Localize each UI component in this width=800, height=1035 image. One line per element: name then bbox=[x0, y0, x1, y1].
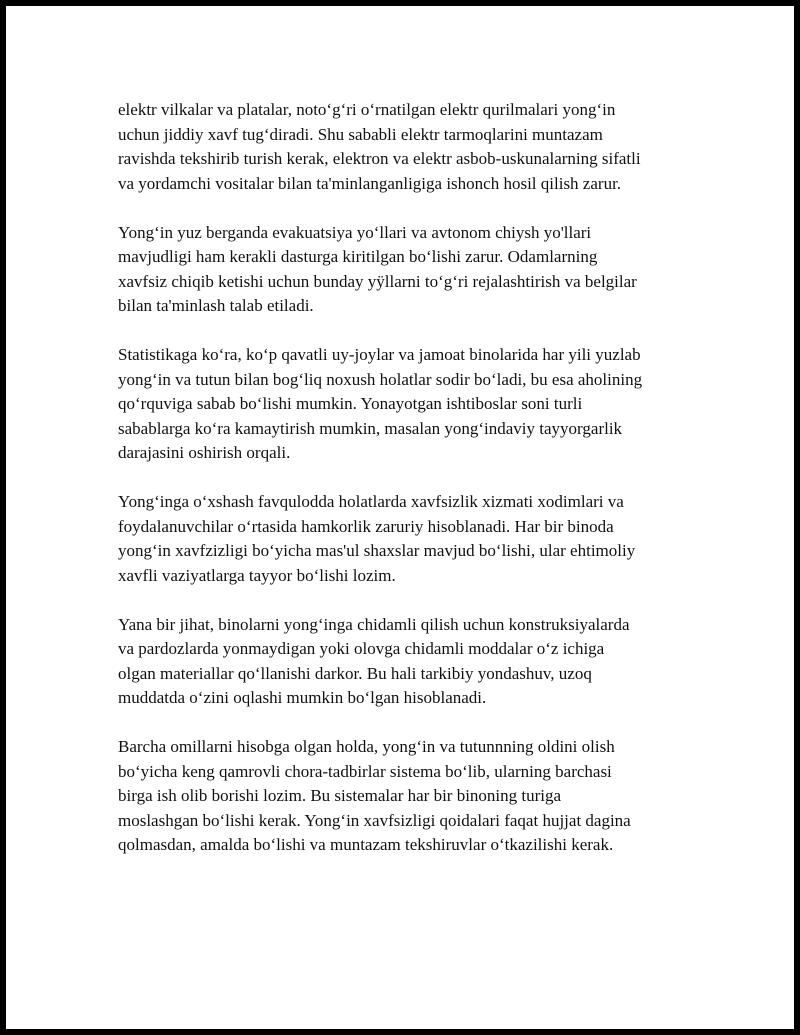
text-line: uchun jiddiy xavf tug‘diradi. Shu sababli elektr tarmoqlarini muntazam bbox=[118, 124, 603, 144]
text-line: yong‘in va tutun bilan bog‘liq noxush holatlar sodir bo‘ladi, bu esa aholining bbox=[118, 369, 643, 389]
text-line: Yana bir jihat, binolarni yong‘inga chidamli qilish uchun konstruksiyalarda bbox=[118, 614, 630, 634]
paragraph-2 bbox=[118, 221, 708, 319]
text-line: elektr vilkalar va platalar, noto‘g‘ri o‘rnatilgan elektr qurilmalari yong‘in bbox=[118, 100, 616, 119]
text-line: bo‘yicha keng qamrovli chora-tadbirlar sistema bo‘lib, ularning barchasi bbox=[118, 761, 612, 781]
text-line: Yong‘in yuz berganda evakuatsiya yo‘llari va avtonom chiysh yo'llari bbox=[118, 222, 592, 242]
text-line: Statistikaga ko‘ra, ko‘p qavatli uy-joylar va jamoat binolarida har yili yuzlab bbox=[118, 345, 641, 364]
text-line: darajasini oshirish orqali. bbox=[118, 443, 291, 462]
text-line: ravishda tekshirib turish kerak, elektron va elektr asbob-uskunalarning sifatli bbox=[118, 149, 641, 168]
paragraph-1 bbox=[118, 98, 708, 196]
paragraph-4 bbox=[118, 490, 708, 588]
text-line: sabablarga ko‘ra kamaytirish mumkin, masalan yong‘indaviy tayyorgarlik bbox=[118, 418, 623, 438]
text-line: foydalanuvchilar o‘rtasida hamkorlik zaruriy hisoblanadi. Har bir binoda bbox=[118, 516, 614, 536]
paragraph-3 bbox=[118, 343, 708, 466]
text-line: Barcha omillarni hisobga olgan holda, yong‘in va tutunnning oldini olish bbox=[118, 737, 615, 756]
text-line: olgan materiallar qo‘llanishi darkor. Bu hali tarkibiy yondashuv, uzoq bbox=[118, 663, 592, 683]
paragraph-5 bbox=[118, 613, 708, 711]
text-line: va pardozlarda yonmaydigan yoki olovga chidamli moddalar o‘z ichiga bbox=[118, 639, 605, 658]
text-line: Yong‘inga o‘xshash favqulodda holatlarda xavfsizlik xizmati xodimlari va bbox=[118, 492, 624, 511]
text-line: mavjudligi ham kerakli dasturga kiritilgan bo‘lishi zarur. Odamlarning bbox=[118, 247, 598, 266]
text-line: muddatda o‘zini oqlashi mumkin bo‘lgan hisoblanadi. bbox=[118, 688, 487, 707]
text-line: birga ish olib borishi lozim. Bu sistemalar har bir binoning turiga bbox=[118, 786, 562, 805]
text-line: moslashgan bo‘lishi kerak. Yong‘in xavfsizligi qoidalari faqat hujjat dagina bbox=[118, 810, 631, 830]
text-line: bilan ta'minlash talab etiladi. bbox=[118, 296, 314, 315]
text-line: xavfli vaziyatlarga tayyor bo‘lishi lozim. bbox=[118, 565, 396, 585]
text-line: qo‘rquviga sabab bo‘lishi mumkin. Yonayotgan ishtiboslar soni turli bbox=[118, 394, 583, 413]
document-body bbox=[118, 98, 708, 882]
paragraph-6 bbox=[118, 735, 708, 858]
text-line: qolmasdan, amalda bo‘lishi va muntazam tekshiruvlar o‘tkazilishi kerak. bbox=[118, 835, 614, 854]
text-line: va yordamchi vositalar bilan ta'minlanganligiga ishonch hosil qilish zarur. bbox=[118, 173, 622, 193]
text-line: xavfsiz chiqib ketishi uchun bunday yӱllarni to‘g‘ri rejalashtirish va belgilar bbox=[118, 271, 637, 291]
text-line: yong‘in xavfzizligi bo‘yicha mas'ul shaxslar mavjud bo‘lishi, ular ehtimoliy bbox=[118, 541, 636, 560]
